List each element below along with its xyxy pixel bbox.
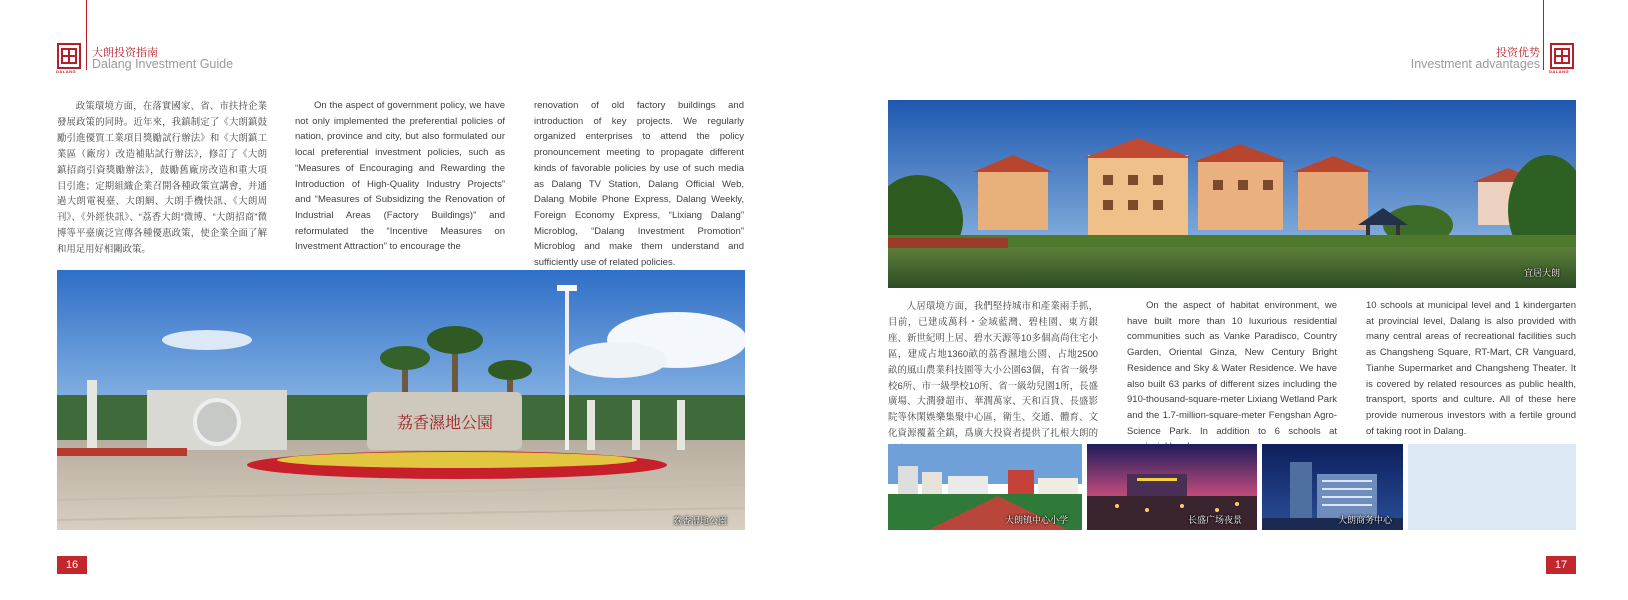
dalang-logo-icon: [57, 43, 81, 69]
left-header-rule: [86, 0, 87, 70]
left-col3-en: renovation of old factory buildings and introduction of key projects. We regularly organized enterprises to attend the policy pronouncement meeting to propagate different kinds of favorable policies by use of such media as Dalang TV Station, Dalang Official Web, Dalang Mobile Phone Express, Dalang Weekly, Foreign Economy Express, “Lixiang Dalang” Microblog, “Dalang Investment Promotion” Microblog and make them understand and sufficiently use of related policies.: [534, 100, 744, 269]
right-col1-cn: 人居環境方面，我們堅持城市和產業兩手抓，目前，已建成萬科・金域藍灣、碧桂園、東方銀座、新世紀明上居、碧水天源等10多個高尚住宅小區，建成占地1360畝的荔香濕地公園、占地2500畝的風山農業科技園等大小公園63個，有省一級學校6所、市一級學校10所、省一級幼兒園1所，長盛廣場、大潤發超市、華潤萬家、天和百貨、長盛影院等休閑娛樂集聚中心區，衛生、交通、體育、文化資源覆蓋全鎮，爲廣大投資者提供了扎根大朗的: [888, 300, 1098, 439]
villas-photo: [888, 100, 1576, 288]
svg-text:荔香濕地公園: 荔香濕地公園: [396, 413, 494, 432]
square-night-caption: 长盛广场夜景: [1188, 515, 1243, 525]
business-center-caption: 大朗商务中心: [1338, 515, 1393, 525]
wetland-park-photo: [57, 270, 745, 530]
dalang-logo-icon: [1550, 43, 1574, 69]
right-header-title-cn: 投资优势: [1496, 47, 1540, 59]
right-col2-en: On the aspect of habitat environment, we have built more than 10 luxurious residential communities such as Vanke Paradisco, Country Garden, Oriental Ginza, New Century Bright Residence and Sky & Water Residence. We have also built 63 parks of different sizes including the 910-thousand-square-meter Lixiang Wetland Park and the 1.7-million-square-meter Fengshan Agro-Science Park. In addition to 6 schools at: [1127, 300, 1337, 437]
school-caption: 大朗镇中心小学: [1005, 515, 1069, 525]
left-col2-en: On the aspect of government policy, we have not only implemented the preferential policies of nation, province and city, but also formulated our local preferential investment policies, such as “Measures of Encouraging and Rewarding the Introduction of High-Quality Industry Projects” and “Measures of Subsidizing the Renovation of Industrial Areas (Factory Buildings)” and reformulated the “Incentive Measures on Investment Attraction” to encourage the: [295, 100, 505, 253]
left-col1-cn: 政策環境方面，在落實國家、省、市扶持企業發展政策的同時。近年來，我鎮制定了《大朗鎮鼓勵引進優質工業項目獎勵試行辦法》和《大朗鎮工業區（廠房）改造補貼試行辦法》，修訂了《大朗鎮招商引資獎勵辦法》，鼓勵舊廠房改造和重大項目引進；定期組織企業召開各種政策宣講會，并通過大朗電視臺、大朗網、大朗手機快訊、《大朗周刊》、《外經快訊》、“荔香大朗”微博、“大朗招商”微博等平臺廣泛宣傳各種優惠政策，使企業全面了解和用足用好相關政策。: [57, 100, 267, 255]
left-header-title-cn: 大朗投资指南: [92, 47, 158, 59]
right-col3-en: 10 schools at municipal level and 1 kindergarten at provincial level, Dalang is also provided with many central areas of recreational facilities such as Changsheng Square, RT-Mart, CR Vanguard, Tianhe Supermarket and Changsheng Theater. It is covered by related resources as public health, transport, sports and culture. All of these here provide numerous investors with a fertile ground of taking root in Dalang.: [1366, 300, 1576, 437]
wetland-park-caption: 荔香湿地公園: [673, 516, 728, 526]
logo-caption: DALANG: [1549, 69, 1570, 74]
page-number-right: 17: [1546, 556, 1576, 574]
right-header-title-en: Investment advantages: [1410, 57, 1540, 71]
villas-caption: 宜居大朗: [1524, 268, 1561, 278]
left-header-title-en: Dalang Investment Guide: [92, 57, 234, 71]
logo-caption: DALANG: [56, 69, 77, 74]
page-number-left: 16: [57, 556, 87, 574]
right-header-rule: [1543, 0, 1544, 70]
blank-image-placeholder: [1408, 444, 1576, 530]
